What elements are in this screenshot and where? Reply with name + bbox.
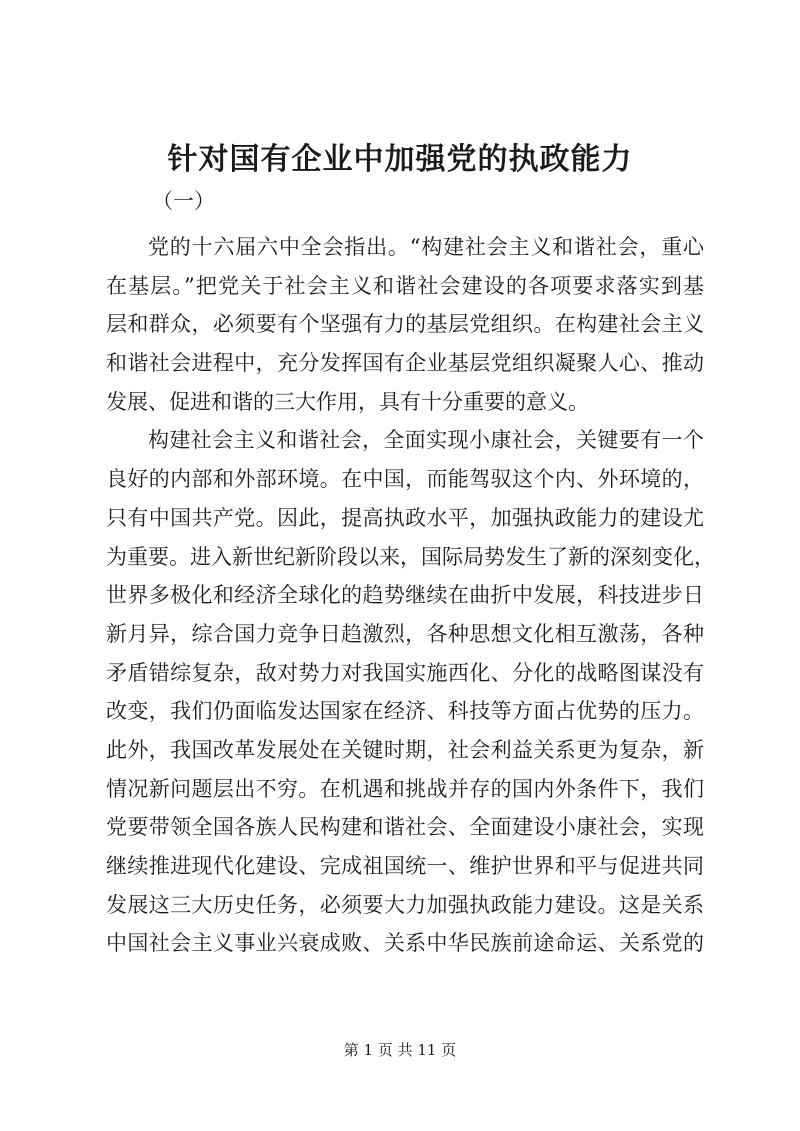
page-footer: 第 1 页 共 11 页 [343,1041,457,1059]
paragraph-line: 矛盾错综复杂，敌对势力对我国实施西化、分化的战略图谋没有 [106,660,704,685]
paragraph-line: 发展这三大历史任务，必须要大力加强执政能力建设。这是关系 [106,892,704,917]
paragraph-line: 新月异，综合国力竞争日趋激烈，各种思想文化相互激荡，各种 [106,621,704,646]
paragraph-line: 在基层。”把党关于社会主义和谐社会建设的各项要求落实到基 [106,273,704,298]
paragraph-line: 继续推进现代化建设、完成祖国统一、维护世界和平与促进共同 [106,854,704,878]
paragraph-line: 党的十六届六中全会指出。“构建社会主义和谐社会，重心 [148,235,704,259]
paragraph-line: 发展、促进和谐的三大作用，具有十分重要的意义。 [106,389,589,414]
document-body [106,228,715,963]
paragraph-line: 党要带领全国各族人民构建和谐社会、全面建设小康社会，实现 [106,815,704,840]
paragraph-line: 只有中国共产党。因此，提高执政水平，加强执政能力的建设尤 [106,505,704,530]
paragraph-line: 改变，我们仍面临发达国家在经济、科技等方面占优势的压力。 [106,699,704,724]
paragraph-line: 此外，我国改革发展处在关键时期，社会利益关系更为复杂，新 [106,737,704,762]
paragraph-line: 良好的内部和外部环境。在中国，而能驾驭这个内、外环境的， [106,467,704,492]
section-heading: （一） [152,189,215,213]
paragraph-line: 为重要。进入新世纪新阶段以来，国际局势发生了新的深刻变化， [106,544,715,569]
document-title: 针对国有企业中加强党的执政能力 [167,142,633,177]
paragraph-line: 层和群众，必须要有个坚强有力的基层党组织。在构建社会主义 [106,312,704,337]
paragraph-line: 和谐社会进程中，充分发挥国有企业基层党组织凝聚人心、推动 [106,351,704,376]
paragraph-line: 世界多极化和经济全球化的趋势继续在曲折中发展，科技进步日 [106,583,704,608]
paragraph-line: 中国社会主义事业兴衰成败、关系中华民族前途命运、关系党的 [106,931,704,956]
paragraph-line: 构建社会主义和谐社会，全面实现小康社会，关键要有一个 [148,428,704,453]
paragraph-line: 情况新问题层出不穷。在机遇和挑战并存的国内外条件下，我们 [106,776,704,801]
